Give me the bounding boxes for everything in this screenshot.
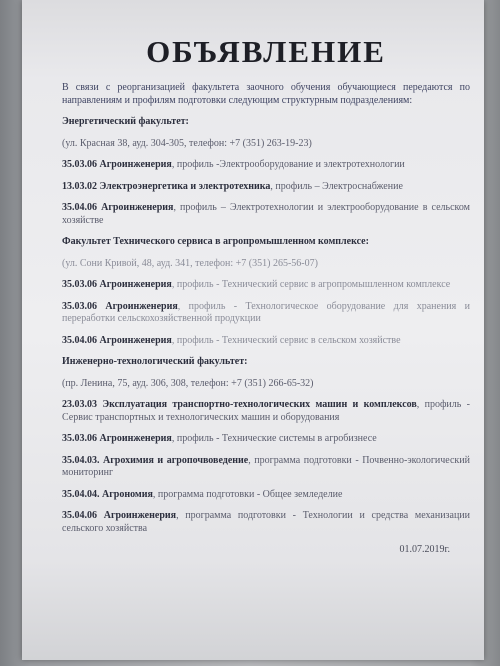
program-item — [62, 181, 470, 194]
program-code: 35.03.06 — [62, 433, 97, 444]
announcement-title: ОБЪЯВЛЕНИЕ — [146, 34, 386, 69]
program-item — [62, 455, 470, 480]
program-direction: Электроэнергетика и электротехника — [99, 180, 271, 192]
announcement-date: 01.07.2019г. — [399, 544, 450, 555]
program-profile: , профиль - Технические системы в агробизнесе — [171, 433, 377, 444]
announcement — [62, 34, 470, 566]
program-profile: , профиль – Электроснабжение — [270, 180, 403, 192]
program-profile: , профиль - Сервис транспортных и технологических машин и оборудования — [62, 399, 470, 423]
program-code: 35.03.06 — [62, 159, 97, 170]
program-profile: , программа подготовки - Технологии и средства механизации сельского хозяйства — [62, 510, 471, 534]
program-profile: , профиль -Электрооборудование и электротехнологии — [171, 159, 405, 170]
program-direction: Агрономия — [102, 488, 153, 500]
program-item — [62, 510, 470, 535]
program-code: 35.04.06 — [62, 202, 97, 213]
program-item — [62, 279, 470, 292]
program-code: 35.03.06 — [62, 279, 97, 290]
program-item — [62, 489, 470, 502]
program-code: 35.04.06 — [62, 334, 97, 346]
program-item — [62, 433, 470, 446]
program-item — [62, 159, 470, 172]
faculty-heading: Инженерно-технологический факультет: — [62, 356, 248, 367]
program-direction: Агроинженерия — [99, 334, 172, 346]
program-code: 35.04.06 — [62, 510, 97, 521]
faculty-address: (пр. Ленина, 75, ауд. 306, 308, телефон: +7 (351) 266-65-32) — [62, 377, 314, 389]
program-profile: , профиль - Технический сервис в сельском хозяйстве — [171, 334, 401, 346]
faculty-heading: Факультет Технического сервиса в агропромышленном комплексе: — [62, 236, 369, 247]
program-code: 35.04.04. — [62, 488, 100, 500]
program-item — [62, 335, 470, 348]
intro-paragraph: В связи с реорганизацией факультета заочного обучения обучающиеся передаются по направлениям и профилям подготовки следующим структурным подразделениям: — [62, 82, 470, 106]
program-code: 35.03.06 — [62, 300, 97, 312]
program-direction: Агроинженерия — [99, 279, 172, 290]
faculty-address: (ул. Красная 38, ауд. 304-305, телефон: +7 (351) 263-19-23) — [62, 137, 312, 149]
paper-sheet — [22, 0, 484, 660]
program-direction: Агрохимия и агропочвоведение — [103, 454, 249, 466]
faculty-address: (ул. Сони Кривой, 48, ауд. 341, телефон: +7 (351) 265-56-07) — [62, 257, 318, 269]
program-profile: , программа подготовки - Почвенно-экологический мониторинг — [62, 454, 470, 478]
program-profile: , профиль – Электротехнологии и электрооборудование в сельском хозяйстве — [62, 202, 470, 226]
program-direction: Агроинженерия — [101, 202, 174, 213]
program-profile: , профиль - Технический сервис в агропромышленном комплексе — [171, 279, 451, 290]
program-code: 13.03.02 — [62, 180, 97, 192]
program-item — [62, 202, 470, 227]
program-item — [62, 399, 470, 424]
program-direction: Эксплуатация транспортно-технологических машин и комплексов — [102, 399, 417, 410]
program-code: 35.04.03. — [62, 454, 100, 466]
faculty-heading: Энергетический факультет: — [62, 116, 189, 127]
program-direction: Агроинженерия — [105, 300, 178, 312]
program-direction: Агроинженерия — [103, 510, 177, 521]
program-item — [62, 301, 470, 326]
program-direction: Агроинженерия — [99, 433, 172, 444]
program-profile: , профиль - Технологическое оборудование для хранения и переработки сельскохозяйственной продукции — [62, 300, 470, 324]
program-direction: Агроинженерия — [99, 159, 172, 170]
program-profile: , программа подготовки - Общее земледелие — [152, 488, 343, 500]
program-code: 23.03.03 — [62, 399, 97, 410]
